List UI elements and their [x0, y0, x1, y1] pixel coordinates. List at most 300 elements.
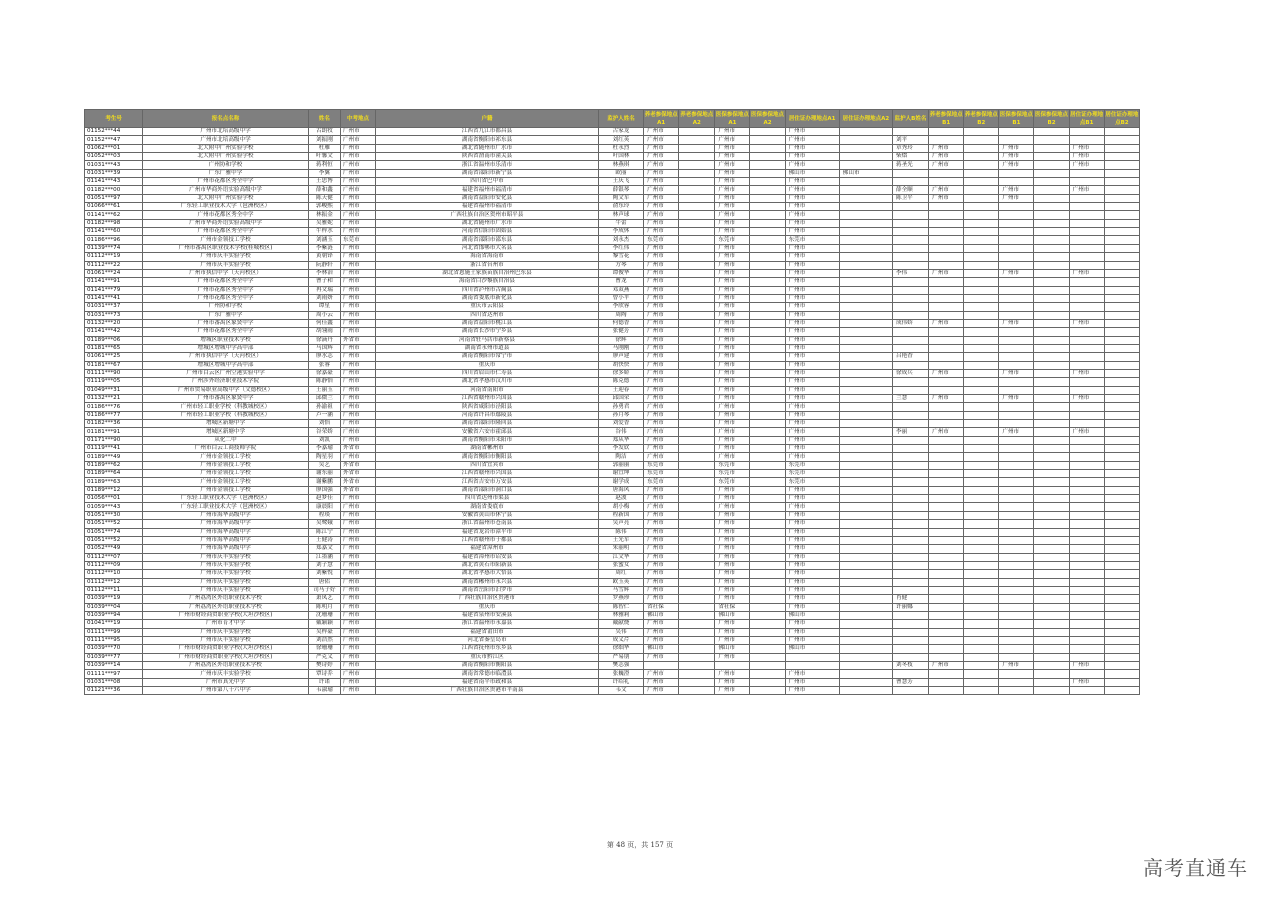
table-cell: 谢东丽	[308, 470, 340, 478]
table-cell	[679, 386, 715, 394]
table-cell	[929, 503, 964, 511]
table-cell	[679, 428, 715, 436]
table-cell	[1034, 478, 1069, 486]
table-cell: 外省市	[340, 445, 375, 453]
table-cell: 樊诗婷	[308, 662, 340, 670]
table-cell	[964, 628, 999, 636]
table-cell	[892, 294, 928, 302]
table-row	[85, 536, 1140, 544]
table-cell: 广州市	[340, 570, 375, 578]
table-cell	[750, 144, 785, 152]
table-cell	[679, 311, 715, 319]
table-cell: 广州市第八十六中学	[143, 687, 309, 695]
table-cell: 陈伟	[598, 528, 643, 536]
table-cell: 北大附中广州实验学校	[143, 144, 309, 152]
table-cell	[679, 411, 715, 419]
table-cell: 广州市	[1069, 144, 1104, 152]
table-cell	[929, 536, 964, 544]
table-cell: 广州市	[929, 395, 964, 403]
table-cell	[964, 428, 999, 436]
table-cell: 周陶	[598, 311, 643, 319]
table-cell: 邓双燕	[598, 286, 643, 294]
table-cell: 欧玉英	[598, 578, 643, 586]
table-cell	[839, 319, 892, 327]
table-cell	[839, 636, 892, 644]
table-row	[85, 194, 1140, 202]
table-cell: 湖南省益阳市安化县	[376, 194, 599, 202]
table-cell: 广州市北培高级中学	[143, 136, 309, 144]
table-cell: 湖南省衡阳市耒阳市	[376, 436, 599, 444]
table-cell	[839, 294, 892, 302]
table-cell	[999, 253, 1034, 261]
table-cell: 张巍澄	[598, 670, 643, 678]
table-row	[85, 595, 1140, 603]
table-cell	[929, 486, 964, 494]
table-cell: 01132***20	[85, 319, 143, 327]
table-cell	[1104, 570, 1139, 578]
table-cell	[929, 244, 964, 252]
table-cell: 01049***31	[85, 386, 143, 394]
table-cell: 广州市	[340, 303, 375, 311]
table-cell: 外省市	[340, 486, 375, 494]
table-cell	[1034, 687, 1069, 695]
table-cell: 张健芳	[598, 328, 643, 336]
table-cell	[964, 678, 999, 686]
table-cell: 广州市	[929, 186, 964, 194]
table-cell	[892, 436, 928, 444]
table-cell: 福建省漳州市	[376, 545, 599, 553]
table-cell: 方琴	[598, 261, 643, 269]
table-cell	[892, 611, 928, 619]
table-cell	[1034, 603, 1069, 611]
table-row	[85, 570, 1140, 578]
table-cell	[644, 662, 679, 670]
table-cell	[679, 478, 715, 486]
table-cell: 广州市	[644, 536, 679, 544]
table-cell	[679, 378, 715, 386]
table-cell: 广州市	[1069, 678, 1104, 686]
table-cell	[750, 328, 785, 336]
table-cell	[750, 620, 785, 628]
table-cell	[892, 445, 928, 453]
table-cell: 01059***43	[85, 503, 143, 511]
table-cell: 徐成兵	[892, 369, 928, 377]
column-header: 养老参保地点B2	[964, 111, 998, 126]
table-cell	[679, 361, 715, 369]
table-cell: 广州市	[644, 369, 679, 377]
table-cell	[892, 411, 928, 419]
table-cell	[1069, 328, 1104, 336]
table-cell	[750, 378, 785, 386]
table-cell: 孙月琴	[598, 411, 643, 419]
table-cell	[1069, 436, 1104, 444]
table-cell	[999, 611, 1034, 619]
table-cell: 广州市庆丰实验学校	[143, 561, 309, 569]
table-cell	[892, 378, 928, 386]
table-cell	[964, 203, 999, 211]
table-cell: 薛全顺	[892, 186, 928, 194]
table-cell	[1034, 144, 1069, 152]
table-cell	[1104, 478, 1139, 486]
table-cell	[750, 670, 785, 678]
table-cell: 广州市庆丰实验学校	[143, 261, 309, 269]
table-cell	[839, 687, 892, 695]
table-cell: 刘爱香	[598, 420, 643, 428]
table-cell	[839, 211, 892, 219]
table-cell	[1069, 578, 1104, 586]
table-cell: 肖健	[892, 595, 928, 603]
table-cell: 吴雅妮	[308, 219, 340, 227]
table-cell: 湖南省永州市道县	[376, 344, 599, 352]
table-header	[85, 110, 1140, 128]
table-cell	[1069, 545, 1104, 553]
table-cell	[892, 244, 928, 252]
table-cell	[1034, 670, 1069, 678]
table-cell: 东莞市	[785, 461, 839, 469]
table-cell	[1069, 445, 1104, 453]
table-cell: 广州市	[715, 328, 750, 336]
table-cell: 广州市	[340, 344, 375, 352]
table-cell	[1104, 244, 1139, 252]
table-cell: 广州市	[715, 545, 750, 553]
table-cell: 广州市	[340, 611, 375, 619]
table-cell: 广州市	[715, 203, 750, 211]
table-cell: 湖南省郴州市	[376, 445, 599, 453]
table-cell: 广州市	[715, 553, 750, 561]
table-cell: 广州市	[785, 328, 839, 336]
table-cell	[1034, 278, 1069, 286]
table-cell: 增城区职业技术学校	[143, 336, 309, 344]
table-cell	[679, 269, 715, 277]
table-cell	[679, 169, 715, 177]
table-cell	[679, 336, 715, 344]
table-cell: 01031***37	[85, 303, 143, 311]
table-cell: 徐珊珊	[308, 645, 340, 653]
table-cell: 01031***73	[85, 311, 143, 319]
table-cell	[892, 228, 928, 236]
table-cell	[929, 361, 964, 369]
table-cell: 邱国荣	[598, 395, 643, 403]
table-cell	[892, 645, 928, 653]
table-cell	[679, 662, 715, 670]
table-row	[85, 470, 1140, 478]
table-cell	[750, 636, 785, 644]
table-cell: 广州市	[715, 211, 750, 219]
table-cell	[1104, 687, 1139, 695]
table-cell	[679, 286, 715, 294]
table-cell: 01121***36	[85, 687, 143, 695]
table-cell: 陶星羽	[308, 453, 340, 461]
table-row	[85, 586, 1140, 594]
table-cell	[1069, 294, 1104, 302]
table-cell: 广州市	[715, 128, 750, 136]
table-cell: 广州市庆丰实验学校	[143, 586, 309, 594]
table-cell	[892, 453, 928, 461]
table-cell: 蒋圣光	[892, 161, 928, 169]
table-cell: 广州市	[340, 420, 375, 428]
table-cell: 01031***08	[85, 678, 143, 686]
table-cell: 01141***79	[85, 286, 143, 294]
table-cell: 欧丽	[598, 169, 643, 177]
table-cell: 东莞市	[785, 478, 839, 486]
table-cell: 广州市	[644, 620, 679, 628]
table-row	[85, 520, 1140, 528]
table-cell: 佛山市	[715, 611, 750, 619]
table-cell: 广州市	[785, 603, 839, 611]
table-cell	[839, 286, 892, 294]
table-cell: 01141***43	[85, 178, 143, 186]
table-cell	[929, 645, 964, 653]
table-cell: 01141***42	[85, 328, 143, 336]
table-cell	[929, 470, 964, 478]
table-cell: 01052***03	[85, 153, 143, 161]
table-cell	[839, 261, 892, 269]
table-cell: 重庆市	[376, 603, 599, 611]
table-cell	[1104, 169, 1139, 177]
table-cell	[1069, 128, 1104, 136]
table-cell	[1069, 603, 1104, 611]
table-cell: 01152***47	[85, 136, 143, 144]
table-cell: 湖南省郴州市永兴县	[376, 578, 599, 586]
table-cell	[1104, 153, 1139, 161]
table-cell	[892, 578, 928, 586]
table-cell: 郭峻熙	[308, 203, 340, 211]
table-cell: 江西省吉安市万安县	[376, 478, 599, 486]
table-cell: 海南省白沙黎族自治县	[376, 278, 599, 286]
table-cell	[929, 420, 964, 428]
table-cell: 佛山市	[644, 645, 679, 653]
table-cell: 广州市	[340, 653, 375, 661]
table-cell: 01182***00	[85, 186, 143, 194]
table-cell: 广州市	[715, 386, 750, 394]
table-cell	[1034, 553, 1069, 561]
table-cell: 北大附中广州实验学校	[143, 153, 309, 161]
table-cell	[964, 653, 999, 661]
table-cell: 东莞市	[715, 236, 750, 244]
table-cell: 广州市	[1069, 319, 1104, 327]
table-cell: 广州市	[644, 403, 679, 411]
table-cell: 广州市	[785, 670, 839, 678]
table-cell	[929, 236, 964, 244]
table-cell	[999, 678, 1034, 686]
column-header: 医保参保地点A1	[715, 111, 749, 126]
table-cell	[1034, 161, 1069, 169]
table-cell	[750, 453, 785, 461]
table-cell: 李欣蓉	[598, 303, 643, 311]
table-cell: 廖水志	[308, 353, 340, 361]
table-cell: 广州市	[715, 536, 750, 544]
table-cell	[892, 286, 928, 294]
table-cell: 河北省邯郸市大名县	[376, 244, 599, 252]
table-cell: 广州市	[929, 319, 964, 327]
table-cell: 佛山市	[644, 611, 679, 619]
table-cell	[1069, 278, 1104, 286]
table-cell: 广州市	[644, 178, 679, 186]
table-cell	[1104, 645, 1139, 653]
table-cell	[839, 586, 892, 594]
table-cell: 广州市	[340, 670, 375, 678]
table-cell	[839, 128, 892, 136]
table-cell	[999, 411, 1034, 419]
table-cell: 广州市	[715, 678, 750, 686]
table-cell	[839, 311, 892, 319]
table-cell: 广州市	[785, 570, 839, 578]
table-cell	[1104, 553, 1139, 561]
table-cell: 福建省泉州市安溪县	[376, 611, 599, 619]
table-cell	[1104, 403, 1139, 411]
table-row	[85, 628, 1140, 636]
table-row	[85, 294, 1140, 302]
table-cell: 广州市	[340, 186, 375, 194]
table-cell	[679, 445, 715, 453]
table-cell	[1069, 645, 1104, 653]
table-cell	[1069, 353, 1104, 361]
table-cell	[1069, 586, 1104, 594]
table-cell	[964, 353, 999, 361]
table-cell	[964, 545, 999, 553]
table-cell	[892, 461, 928, 469]
table-cell	[999, 536, 1034, 544]
table-cell: 广州市	[715, 628, 750, 636]
table-cell: 广州市	[1069, 153, 1104, 161]
table-cell: 胡小梅	[598, 503, 643, 511]
table-cell: 广州市	[785, 286, 839, 294]
table-cell: 广州市	[715, 436, 750, 444]
table-cell: 广州市花都区秀全中学	[143, 286, 309, 294]
table-cell	[750, 611, 785, 619]
table-cell: 广州市	[715, 286, 750, 294]
table-cell	[1034, 369, 1069, 377]
table-cell: 王光军	[598, 536, 643, 544]
table-cell	[1034, 470, 1069, 478]
table-cell: 广州市	[644, 336, 679, 344]
column-header: 养老参保地点A1	[644, 111, 678, 126]
table-cell	[964, 645, 999, 653]
table-cell	[892, 253, 928, 261]
table-cell	[679, 211, 715, 219]
table-cell	[750, 662, 785, 670]
table-cell	[892, 528, 928, 536]
table-cell	[839, 478, 892, 486]
table-cell	[750, 211, 785, 219]
table-cell	[1069, 687, 1104, 695]
table-cell: 广州市	[715, 687, 750, 695]
table-cell: 广州市	[785, 194, 839, 202]
table-cell: 广州市	[644, 153, 679, 161]
table-cell: 江文华	[598, 553, 643, 561]
table-row	[85, 453, 1140, 461]
table-cell	[839, 136, 892, 144]
table-cell: 东莞市	[785, 236, 839, 244]
table-row	[85, 169, 1140, 177]
table-cell: 广州市	[715, 670, 750, 678]
table-cell	[999, 478, 1034, 486]
table-cell: 广州荔湾区外语职业技术学校	[143, 595, 309, 603]
table-cell: 广州市	[785, 636, 839, 644]
table-cell	[839, 203, 892, 211]
table-cell	[929, 253, 964, 261]
table-cell	[1034, 253, 1069, 261]
table-cell: 江西省赣州市于都县	[376, 536, 599, 544]
table-cell: 广州市执信中学（天河校区）	[143, 353, 309, 361]
table-cell	[785, 653, 839, 661]
table-cell	[1069, 386, 1104, 394]
table-cell	[839, 545, 892, 553]
table-cell	[892, 503, 928, 511]
table-cell: 01061***24	[85, 269, 143, 277]
table-cell	[839, 178, 892, 186]
table-cell	[679, 470, 715, 478]
table-cell: 广州市	[644, 328, 679, 336]
table-cell: 01119***41	[85, 445, 143, 453]
table-cell	[839, 653, 892, 661]
table-cell: 河南省南阳市	[376, 386, 599, 394]
table-cell: 广州市	[644, 194, 679, 202]
table-cell	[679, 578, 715, 586]
table-cell	[892, 478, 928, 486]
table-cell: 01051***74	[85, 528, 143, 536]
table-row	[85, 678, 1140, 686]
table-cell: 广州市庆丰实验学校	[143, 578, 309, 586]
table-cell	[964, 361, 999, 369]
table-cell: 广州市	[999, 662, 1034, 670]
table-cell	[929, 228, 964, 236]
table-cell	[1069, 570, 1104, 578]
table-cell: 广州市	[340, 578, 375, 586]
table-cell: 广州市	[340, 244, 375, 252]
table-cell	[1034, 411, 1069, 419]
table-cell: 广州协和学校	[143, 161, 309, 169]
table-cell	[1104, 420, 1139, 428]
table-cell	[999, 470, 1034, 478]
table-row	[85, 611, 1140, 619]
table-cell: 广州市	[785, 445, 839, 453]
table-cell	[929, 211, 964, 219]
table-cell: 广州市	[715, 620, 750, 628]
table-cell	[964, 611, 999, 619]
table-cell: 蒋利恒	[308, 161, 340, 169]
table-cell	[750, 395, 785, 403]
table-cell	[750, 253, 785, 261]
table-cell	[999, 344, 1034, 352]
table-cell	[839, 611, 892, 619]
table-cell	[1034, 286, 1069, 294]
table-cell	[750, 420, 785, 428]
table-cell	[964, 461, 999, 469]
table-cell: 广州市	[929, 144, 964, 152]
table-cell: 康晨阳	[308, 503, 340, 511]
table-cell: 福建省龙岩市漳平市	[376, 528, 599, 536]
table-cell: 东莞市	[644, 461, 679, 469]
table-cell	[750, 411, 785, 419]
table-cell	[1069, 561, 1104, 569]
table-cell: 吴伟	[598, 628, 643, 636]
table-cell: 广州市	[785, 436, 839, 444]
table-cell: 广州市	[785, 586, 839, 594]
table-cell	[1069, 611, 1104, 619]
table-cell: 佛山市	[839, 169, 892, 177]
table-cell	[750, 311, 785, 319]
table-cell: 广西壮族自治区贵港市	[376, 595, 599, 603]
table-cell	[1069, 336, 1104, 344]
table-cell: 浙江省温州市乐清市	[376, 161, 599, 169]
table-cell	[964, 186, 999, 194]
table-cell	[929, 653, 964, 661]
table-cell: 广州市	[785, 361, 839, 369]
table-cell: 戴颖颖	[308, 620, 340, 628]
table-cell: 01189***12	[85, 486, 143, 494]
table-cell	[999, 553, 1034, 561]
